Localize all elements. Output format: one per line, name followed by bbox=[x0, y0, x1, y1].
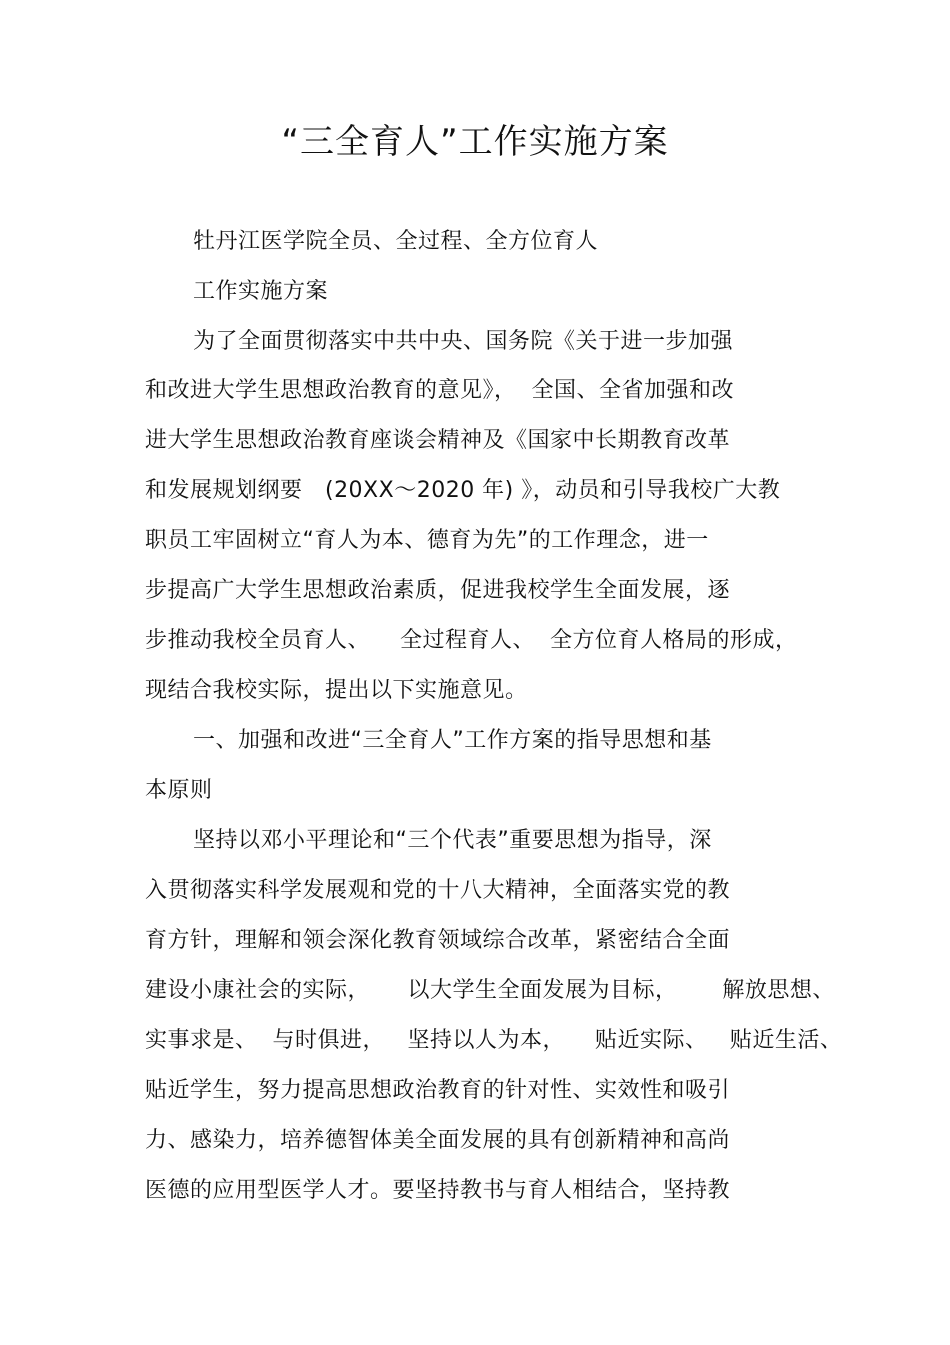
page-title: “三全育人”工作实施方案 bbox=[281, 122, 669, 162]
paragraph-line: 和改进大学生思想政治教育的意见》， 全国、全省加强和改 bbox=[145, 378, 734, 403]
paragraph-line: 育方针，理解和领会深化教育领域综合改革，紧密结合全面 bbox=[145, 928, 731, 953]
paragraph-line: 贴近学生，努力提高思想政治教育的针对性、实效性和吸引 bbox=[145, 1078, 731, 1103]
paragraph-line: 实事求是、 与时俱进， 坚持以人为本， 贴近实际、 贴近生活、 bbox=[145, 1028, 843, 1053]
paragraph-line: 医德的应用型医学人才。要坚持教书与育人相结合，坚持教 bbox=[145, 1178, 731, 1203]
paragraph-line: 建设小康社会的实际， 以大学生全面发展为目标， 解放思想、 bbox=[145, 978, 835, 1003]
section-heading-line: 一、加强和改进“三全育人”工作方案的指导思想和基 bbox=[193, 728, 712, 753]
section-heading-line: 本原则 bbox=[145, 778, 213, 803]
paragraph-line: 坚持以邓小平理论和“三个代表”重要思想为指导，深 bbox=[193, 828, 712, 853]
subtitle-line-1: 牡丹江医学院全员、全过程、全方位育人 bbox=[193, 229, 599, 254]
paragraph-line: 和发展规划纲要 (20XX～2020 年) 》，动员和引导我校广大教 bbox=[145, 478, 781, 503]
paragraph-line: 步提高广大学生思想政治素质，促进我校学生全面发展，逐 bbox=[145, 578, 731, 603]
paragraph-line: 步推动我校全员育人、 全过程育人、 全方位育人格局的形成， bbox=[145, 628, 798, 653]
paragraph-line: 现结合我校实际，提出以下实施意见。 bbox=[145, 678, 528, 703]
paragraph-line: 进大学生思想政治教育座谈会精神及《国家中长期教育改革 bbox=[145, 428, 731, 453]
paragraph-line: 职员工牢固树立“育人为本、德育为先”的工作理念，进一 bbox=[145, 528, 709, 553]
subtitle-line-2: 工作实施方案 bbox=[193, 279, 329, 304]
paragraph-line: 力、感染力，培养德智体美全面发展的具有创新精神和高尚 bbox=[145, 1128, 731, 1153]
paragraph-line: 入贯彻落实科学发展观和党的十八大精神，全面落实党的教 bbox=[145, 878, 731, 903]
paragraph-line: 为了全面贯彻落实中共中央、国务院《关于进一步加强 bbox=[193, 329, 734, 354]
